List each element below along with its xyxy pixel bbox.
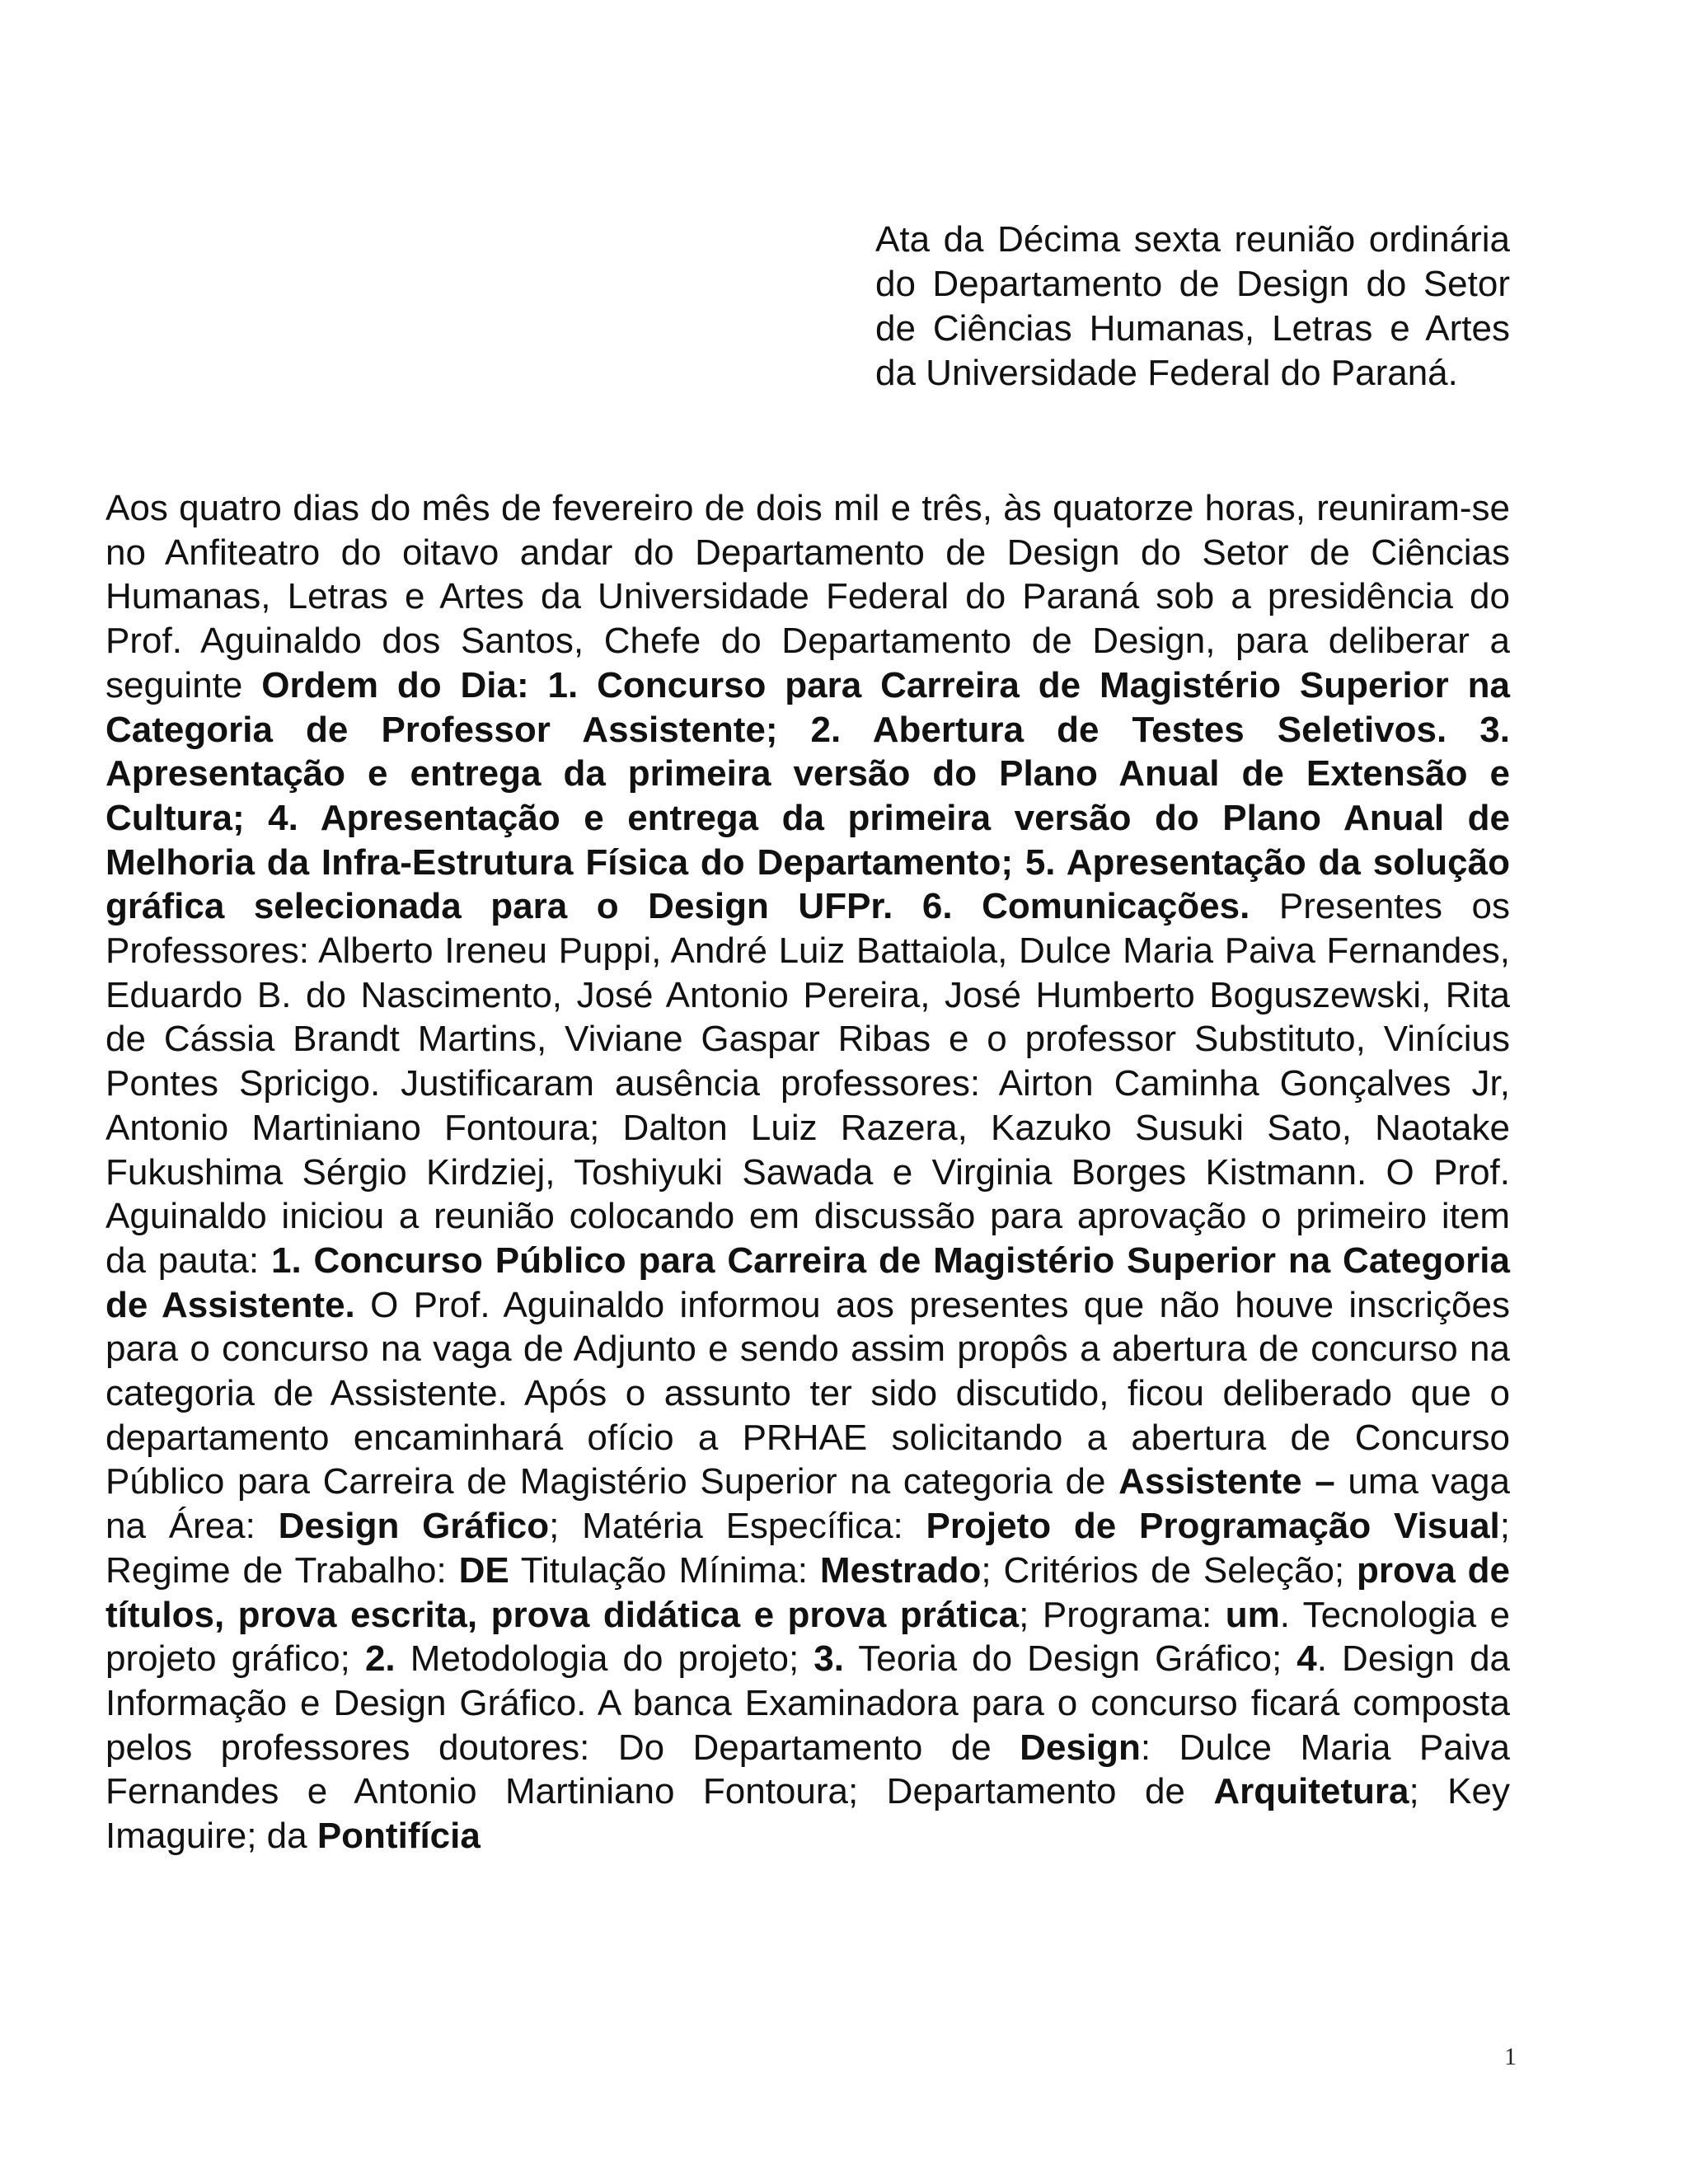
body-segment: : Dulce Maria Paiva Fernandes e Antonio Martiniano Fontoura; Departamento de: [106, 1727, 1510, 1812]
body-segment: Teoria do Design Gráfico;: [844, 1638, 1297, 1680]
page-number: 1: [1504, 2043, 1517, 2070]
body-segment: Aos quatro dias do mês de fevereiro de dois mil e três, às quatorze horas, reuniram-se no Anfiteatro do oitavo andar do Departamento de Design do Setor de Ciências Humanas, Letras e Artes da Universidade Federal do Paraná sob a presidência do Prof. Aguinaldo dos Santos, Chefe do Departamento de Design, para deliberar a seguinte: [106, 488, 1510, 705]
body-segment: . Design da Informação e Design Gráfico. A banca Examinadora para o concurso ficará composta pelos professores doutores: Do Departamento de: [106, 1638, 1511, 1768]
body-segment-bold: Mestrado: [819, 1549, 982, 1591]
body-segment-bold: Ordem do Dia: 1. Concurso para Carreira de Magistério Superior na Categoria de Professor Assistente; 2. Abertura de Testes Seletivos. 3. Apresentação e entrega da primeira versão do Plano Anual de Extensão e Cultura; 4. Apresentação e entrega da primeira versão do Plano Anual de Melhoria da Infra-Estrutura Física do Departamento; 5. Apresentação da solução gráfica selecionada para o Design UFPr. 6. Comunicações.: [106, 664, 1510, 927]
body-segment: O Prof. Aguinaldo informou aos presentes que não houve inscrições para o concurso na vaga de Adjunto e sendo assim propôs a abertura de concurso na categoria de Assistente. Após o assunto ter sido discutido, ficou deliberado que o departamento encaminhará ofício a PRHAE solicitando a abertura de Concurso Público para Carreira de Magistério Superior na categoria de: [106, 1284, 1511, 1502]
body-segment: ; Regime de Trabalho:: [106, 1506, 1511, 1591]
body-segment-bold: um: [1225, 1594, 1280, 1635]
body-segment: uma vaga na Área:: [106, 1461, 1510, 1547]
body-segment-bold: Arquitetura: [1213, 1771, 1409, 1812]
body-segment: ; Key Imaguire; da: [106, 1771, 1510, 1857]
body-segment: ; Critérios de Seleção;: [981, 1549, 1357, 1591]
body-segment-bold: DE: [458, 1549, 509, 1591]
body-segment-bold: Design Gráfico: [278, 1506, 550, 1547]
document-body: [106, 486, 1510, 1858]
body-segment: . Tecnologia e projeto gráfico;: [106, 1594, 1510, 1680]
body-segment: Titulação Mínima:: [509, 1549, 820, 1591]
body-segment-bold: Pontifícia: [316, 1816, 481, 1857]
body-segment: Presentes os Professores: Alberto Ireneu Puppi, André Luiz Battaiola, Dulce Maria Paiva Fernandes, Eduardo B. do Nascimento, José Antonio Pereira, José Humberto Boguszewski, Rita de Cássia Brandt Martins, Viviane Gaspar Ribas e o professor Substituto, Vinícius Pontes Spricigo. Justificaram ausência professores: Airton Caminha Gonçalves Jr, Antonio Martiniano Fontoura; Dalton Luiz Razera, Kazuko Susuki Sato, Naotake Fukushima Sérgio Kirdziej, Toshiyuki Sawada e Virginia Borges Kistmann. O Prof. Aguinaldo iniciou a reunião colocando em discussão para aprovação o primeiro item da pauta:: [106, 886, 1510, 1281]
body-segment-bold: Assistente –: [1118, 1461, 1335, 1502]
body-segment-bold: 2.: [364, 1638, 396, 1680]
body-segment-bold: 4: [1296, 1638, 1317, 1680]
body-segment-bold: prova de títulos, prova escrita, prova didática e prova prática: [106, 1549, 1511, 1635]
body-segment: ; Programa:: [1019, 1594, 1226, 1635]
body-segment-bold: Design: [1020, 1727, 1141, 1768]
body-segment-bold: 1. Concurso Público para Carreira de Magistério Superior na Categoria de Assistente.: [106, 1240, 1510, 1325]
body-segment-bold: 3.: [814, 1638, 844, 1680]
document-heading: Ata da Décima sexta reunião ordinária do Departamento de Design do Setor de Ciências Humanas, Letras e Artes da Universidade Federal do Paraná.: [875, 219, 1510, 393]
body-segment: ; Matéria Específica:: [549, 1506, 926, 1547]
body-segment: Metodologia do projeto;: [395, 1638, 814, 1680]
body-segment-bold: Projeto de Programação Visual: [926, 1506, 1500, 1547]
